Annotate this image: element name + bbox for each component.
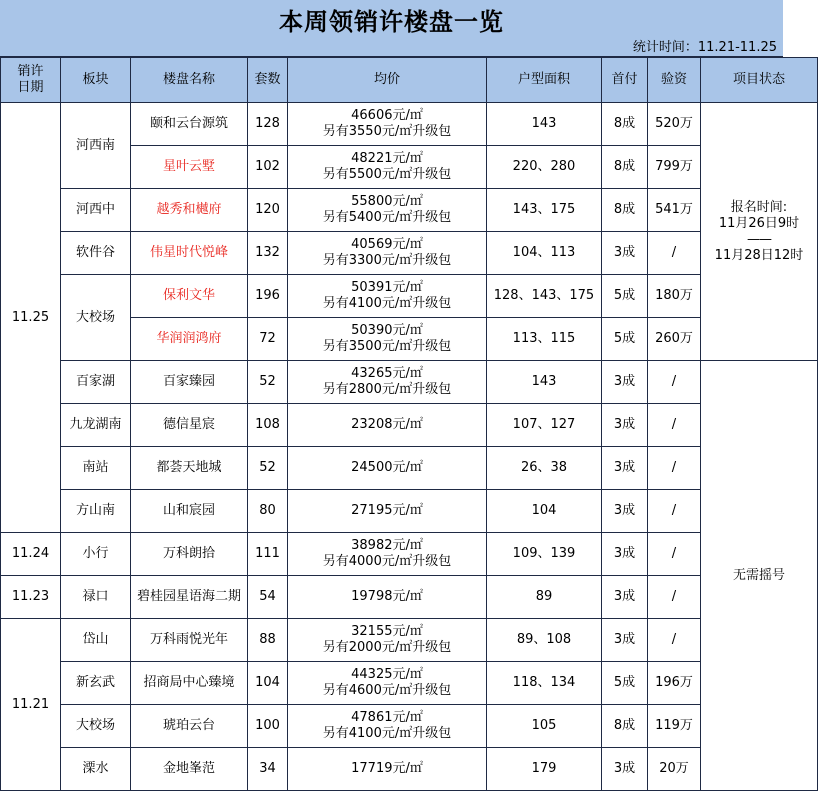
units-cell: 120	[248, 189, 288, 232]
header-name: 楼盘名称	[131, 58, 248, 103]
down-payment-cell: 8成	[602, 189, 648, 232]
project-name: 招商局中心臻境	[131, 662, 248, 705]
status-line-2: 11月26日9时	[718, 215, 800, 231]
verify-funds-cell: 20万	[648, 748, 701, 791]
size-cell: 109、139	[487, 533, 602, 576]
project-name: 碧桂园星语海二期	[131, 576, 248, 619]
page-title: 本周领销许楼盘一览	[279, 8, 504, 36]
status-dash: ——	[747, 231, 771, 247]
size-cell: 143	[487, 361, 602, 404]
header-down-payment: 首付	[602, 58, 648, 103]
size-cell: 118、134	[487, 662, 602, 705]
area-cell: 软件谷	[61, 232, 131, 275]
price-cell	[288, 705, 487, 748]
down-payment-cell: 3成	[602, 619, 648, 662]
status-line-1: 报名时间:	[730, 199, 788, 215]
table-row	[1, 404, 818, 447]
down-payment-cell: 3成	[602, 447, 648, 490]
project-name: 华润润鸿府	[131, 318, 248, 361]
table-row	[1, 103, 818, 146]
price-main: 27195元/㎡	[351, 503, 423, 518]
units-cell: 34	[248, 748, 288, 791]
verify-funds-cell: /	[648, 576, 701, 619]
price-cell	[288, 146, 487, 189]
units-cell: 102	[248, 146, 288, 189]
verify-funds-cell: /	[648, 232, 701, 275]
area-cell: 大校场	[61, 705, 131, 748]
area-cell: 南站	[61, 447, 131, 490]
price-upgrade: 另有3300元/㎡升级包	[322, 253, 452, 268]
project-name: 伟星时代悦峰	[131, 232, 248, 275]
area-cell: 百家湖	[61, 361, 131, 404]
down-payment-cell: 5成	[602, 318, 648, 361]
price-upgrade: 另有5500元/㎡升级包	[322, 167, 452, 182]
units-cell: 108	[248, 404, 288, 447]
price-upgrade: 另有2000元/㎡升级包	[322, 640, 452, 655]
units-cell: 88	[248, 619, 288, 662]
date-cell: 11.23	[1, 576, 61, 619]
price-main: 46606元/㎡	[351, 108, 423, 123]
project-name: 都荟天地城	[131, 447, 248, 490]
area-cell: 九龙湖南	[61, 404, 131, 447]
price-cell	[288, 275, 487, 318]
price-upgrade: 另有3500元/㎡升级包	[322, 339, 452, 354]
project-name: 金地峯范	[131, 748, 248, 791]
price-main: 44325元/㎡	[351, 667, 423, 682]
verify-funds-cell: 119万	[648, 705, 701, 748]
size-cell: 26、38	[487, 447, 602, 490]
listing-table	[0, 57, 818, 791]
table-row	[1, 576, 818, 619]
price-cell	[288, 490, 487, 533]
price-cell	[288, 447, 487, 490]
verify-funds-cell: 180万	[648, 275, 701, 318]
size-cell: 105	[487, 705, 602, 748]
size-cell: 89	[487, 576, 602, 619]
verify-funds-cell: /	[648, 404, 701, 447]
verify-funds-cell: /	[648, 361, 701, 404]
price-main: 38982元/㎡	[351, 538, 423, 553]
project-name: 越秀和樾府	[131, 189, 248, 232]
area-cell: 河西南	[61, 103, 131, 189]
project-name: 山和宸园	[131, 490, 248, 533]
header-date	[1, 58, 61, 103]
date-cell: 11.21	[1, 619, 61, 791]
price-main: 32155元/㎡	[351, 624, 423, 639]
header-price: 均价	[288, 58, 487, 103]
verify-funds-cell: 260万	[648, 318, 701, 361]
price-cell	[288, 361, 487, 404]
down-payment-cell: 3成	[602, 232, 648, 275]
price-main: 19798元/㎡	[351, 589, 423, 604]
project-name: 星叶云墅	[131, 146, 248, 189]
units-cell: 104	[248, 662, 288, 705]
table-row	[1, 533, 818, 576]
price-cell	[288, 576, 487, 619]
price-main: 47861元/㎡	[351, 710, 423, 725]
area-cell: 大校场	[61, 275, 131, 361]
price-main: 48221元/㎡	[351, 151, 423, 166]
project-name: 万科朗拾	[131, 533, 248, 576]
size-cell: 179	[487, 748, 602, 791]
project-name: 德信星宸	[131, 404, 248, 447]
table-row	[1, 189, 818, 232]
price-main: 50391元/㎡	[351, 280, 423, 295]
price-upgrade: 另有5400元/㎡升级包	[322, 210, 452, 225]
size-cell: 113、115	[487, 318, 602, 361]
size-cell: 220、280	[487, 146, 602, 189]
area-cell: 新玄武	[61, 662, 131, 705]
down-payment-cell: 8成	[602, 146, 648, 189]
verify-funds-cell: 541万	[648, 189, 701, 232]
price-cell	[288, 232, 487, 275]
size-cell: 128、143、175	[487, 275, 602, 318]
size-cell: 143、175	[487, 189, 602, 232]
price-upgrade: 另有3550元/㎡升级包	[322, 124, 452, 139]
down-payment-cell: 3成	[602, 404, 648, 447]
price-cell	[288, 533, 487, 576]
table-row	[1, 619, 818, 662]
units-cell: 52	[248, 447, 288, 490]
table-row	[1, 662, 818, 705]
price-cell	[288, 318, 487, 361]
area-cell: 方山南	[61, 490, 131, 533]
project-name: 颐和云台源筑	[131, 103, 248, 146]
header-date-label: 销许 日期	[17, 64, 44, 95]
verify-funds-cell: 520万	[648, 103, 701, 146]
area-cell: 小行	[61, 533, 131, 576]
price-cell	[288, 619, 487, 662]
down-payment-cell: 3成	[602, 361, 648, 404]
header-units: 套数	[248, 58, 288, 103]
units-cell: 72	[248, 318, 288, 361]
area-cell: 禄口	[61, 576, 131, 619]
down-payment-cell: 3成	[602, 748, 648, 791]
header-size: 户型面积	[487, 58, 602, 103]
price-cell	[288, 404, 487, 447]
units-cell: 196	[248, 275, 288, 318]
price-main: 40569元/㎡	[351, 237, 423, 252]
header-area: 板块	[61, 58, 131, 103]
price-upgrade: 另有4100元/㎡升级包	[322, 726, 452, 741]
down-payment-cell: 3成	[602, 533, 648, 576]
verify-funds-cell: 799万	[648, 146, 701, 189]
status-line-3: 11月28日12时	[714, 247, 804, 263]
units-cell: 80	[248, 490, 288, 533]
table-row	[1, 232, 818, 275]
header-status: 项目状态	[701, 58, 818, 103]
size-cell: 107、127	[487, 404, 602, 447]
date-cell: 11.25	[1, 103, 61, 533]
down-payment-cell: 3成	[602, 576, 648, 619]
status-registration	[701, 103, 818, 361]
table-row	[1, 361, 818, 404]
price-main: 23208元/㎡	[351, 417, 423, 432]
down-payment-cell: 3成	[602, 490, 648, 533]
units-cell: 132	[248, 232, 288, 275]
size-cell: 104、113	[487, 232, 602, 275]
size-cell: 104	[487, 490, 602, 533]
down-payment-cell: 8成	[602, 705, 648, 748]
units-cell: 54	[248, 576, 288, 619]
down-payment-cell: 5成	[602, 275, 648, 318]
project-name: 保利文华	[131, 275, 248, 318]
price-upgrade: 另有4600元/㎡升级包	[322, 683, 452, 698]
units-cell: 52	[248, 361, 288, 404]
table-row	[1, 275, 818, 318]
price-cell	[288, 748, 487, 791]
price-upgrade: 另有4000元/㎡升级包	[322, 554, 452, 569]
size-cell: 89、108	[487, 619, 602, 662]
price-upgrade: 另有2800元/㎡升级包	[322, 382, 452, 397]
price-main: 24500元/㎡	[351, 460, 423, 475]
area-cell: 河西中	[61, 189, 131, 232]
project-name: 万科雨悦光年	[131, 619, 248, 662]
size-cell: 143	[487, 103, 602, 146]
verify-funds-cell: /	[648, 533, 701, 576]
status-no-lottery: 无需摇号	[701, 361, 818, 791]
project-name: 琥珀云台	[131, 705, 248, 748]
price-main: 55800元/㎡	[351, 194, 423, 209]
down-payment-cell: 5成	[602, 662, 648, 705]
units-cell: 111	[248, 533, 288, 576]
table-row	[1, 490, 818, 533]
units-cell: 128	[248, 103, 288, 146]
verify-funds-cell: /	[648, 490, 701, 533]
table-row	[1, 705, 818, 748]
project-name: 百家臻园	[131, 361, 248, 404]
table-row	[1, 748, 818, 791]
price-upgrade: 另有4100元/㎡升级包	[322, 296, 452, 311]
price-cell	[288, 103, 487, 146]
title-band	[0, 0, 783, 57]
area-cell: 岱山	[61, 619, 131, 662]
price-main: 43265元/㎡	[351, 366, 423, 381]
statistics-period: 统计时间：11.21-11.25	[632, 40, 777, 55]
price-cell	[288, 189, 487, 232]
header-verify-funds: 验资	[648, 58, 701, 103]
header-row	[1, 58, 818, 103]
price-cell	[288, 662, 487, 705]
verify-funds-cell: /	[648, 447, 701, 490]
date-cell: 11.24	[1, 533, 61, 576]
verify-funds-cell: /	[648, 619, 701, 662]
table-row	[1, 447, 818, 490]
down-payment-cell: 8成	[602, 103, 648, 146]
price-main: 17719元/㎡	[351, 761, 423, 776]
units-cell: 100	[248, 705, 288, 748]
area-cell: 溧水	[61, 748, 131, 791]
verify-funds-cell: 196万	[648, 662, 701, 705]
price-main: 50390元/㎡	[351, 323, 423, 338]
